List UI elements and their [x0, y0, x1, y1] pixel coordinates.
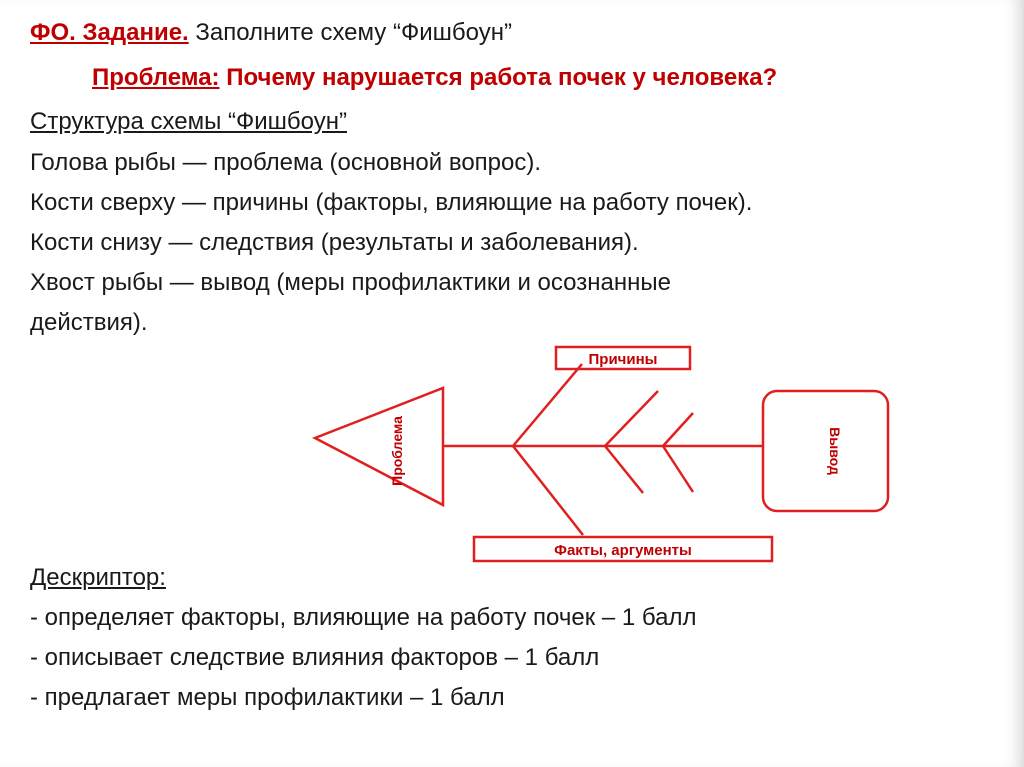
facts-label: Факты, аргументы — [554, 542, 692, 559]
problem-prefix: Проблема: — [92, 64, 220, 91]
problem-line — [92, 61, 777, 95]
structure-heading: Структура схемы “Фишбоун” — [30, 108, 347, 135]
bone-top-3 — [663, 413, 693, 446]
bone-bottom-1 — [513, 446, 583, 535]
bone-bottom-3 — [663, 446, 693, 492]
descriptor-item-3: - предлагает меры профилактики – 1 балл — [30, 684, 505, 711]
bone-bottom-2 — [605, 446, 643, 493]
fish-head — [315, 388, 443, 505]
fishbone-diagram — [300, 335, 900, 575]
structure-line-top-bones: Кости сверху — причины (факторы, влияющие на работу почек). — [30, 189, 753, 216]
task-line — [30, 16, 512, 50]
bone-top-2 — [605, 391, 658, 446]
conclusion-label: Вывод — [827, 427, 843, 475]
descriptor-heading: Дескриптор: — [30, 564, 166, 591]
structure-line-bottom-bones: Кости снизу — следствия (результаты и заболевания). — [30, 229, 639, 256]
bone-top-1 — [513, 364, 582, 446]
fish-tail-box — [763, 391, 888, 511]
task-text: Заполните схему “Фишбоун” — [188, 19, 512, 46]
structure-line-tail: Хвост рыбы — вывод (меры профилактики и осознанные — [30, 269, 671, 296]
causes-label: Причины — [588, 351, 658, 368]
structure-line-tail-cont: действия). — [30, 309, 148, 336]
task-prefix: ФО. Задание. — [30, 19, 189, 46]
problem-text: Почему нарушается работа почек у человека? — [219, 64, 778, 91]
descriptor-item-1: - определяет факторы, влияющие на работу почек – 1 балл — [30, 604, 697, 631]
problem-label: Проблема — [389, 416, 405, 486]
structure-line-head: Голова рыбы — проблема (основной вопрос). — [30, 149, 542, 176]
descriptor-item-2: - описывает следствие влияния факторов – 1 балл — [30, 644, 600, 671]
